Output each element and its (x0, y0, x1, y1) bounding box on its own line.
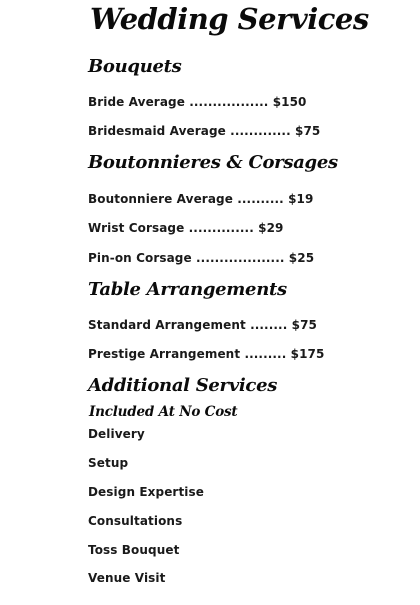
price-item-prestige-arrangement: Prestige Arrangement ......... $175 (88, 347, 325, 361)
price-item-boutonniere-average: Boutonniere Average .......... $19 (88, 192, 314, 206)
section-heading-bouquets: Bouquets (88, 56, 182, 77)
section-heading-additional-services: Additional Services (88, 375, 278, 396)
price-item-pin-on-corsage: Pin-on Corsage ................... $25 (88, 251, 315, 265)
service-item-delivery: Delivery (88, 427, 145, 441)
price-item-standard-arrangement: Standard Arrangement ........ $75 (88, 318, 317, 332)
service-item-venue-visit: Venue Visit (88, 571, 166, 585)
section-heading-boutonnieres-corsages: Boutonnieres & Corsages (88, 152, 338, 173)
page-title: Wedding Services (90, 2, 369, 36)
service-item-design-expertise: Design Expertise (88, 485, 204, 499)
section-subheading-included-at-no-cost: Included At No Cost (89, 404, 238, 420)
price-item-bridesmaid-average: Bridesmaid Average ............. $75 (88, 124, 321, 138)
service-item-setup: Setup (88, 456, 129, 470)
service-item-toss-bouquet: Toss Bouquet (88, 543, 180, 557)
service-item-consultations: Consultations (88, 514, 183, 528)
price-item-wrist-corsage: Wrist Corsage .............. $29 (88, 221, 284, 235)
section-heading-table-arrangements: Table Arrangements (88, 279, 287, 300)
price-item-bride-average: Bride Average ................. $150 (88, 95, 307, 109)
